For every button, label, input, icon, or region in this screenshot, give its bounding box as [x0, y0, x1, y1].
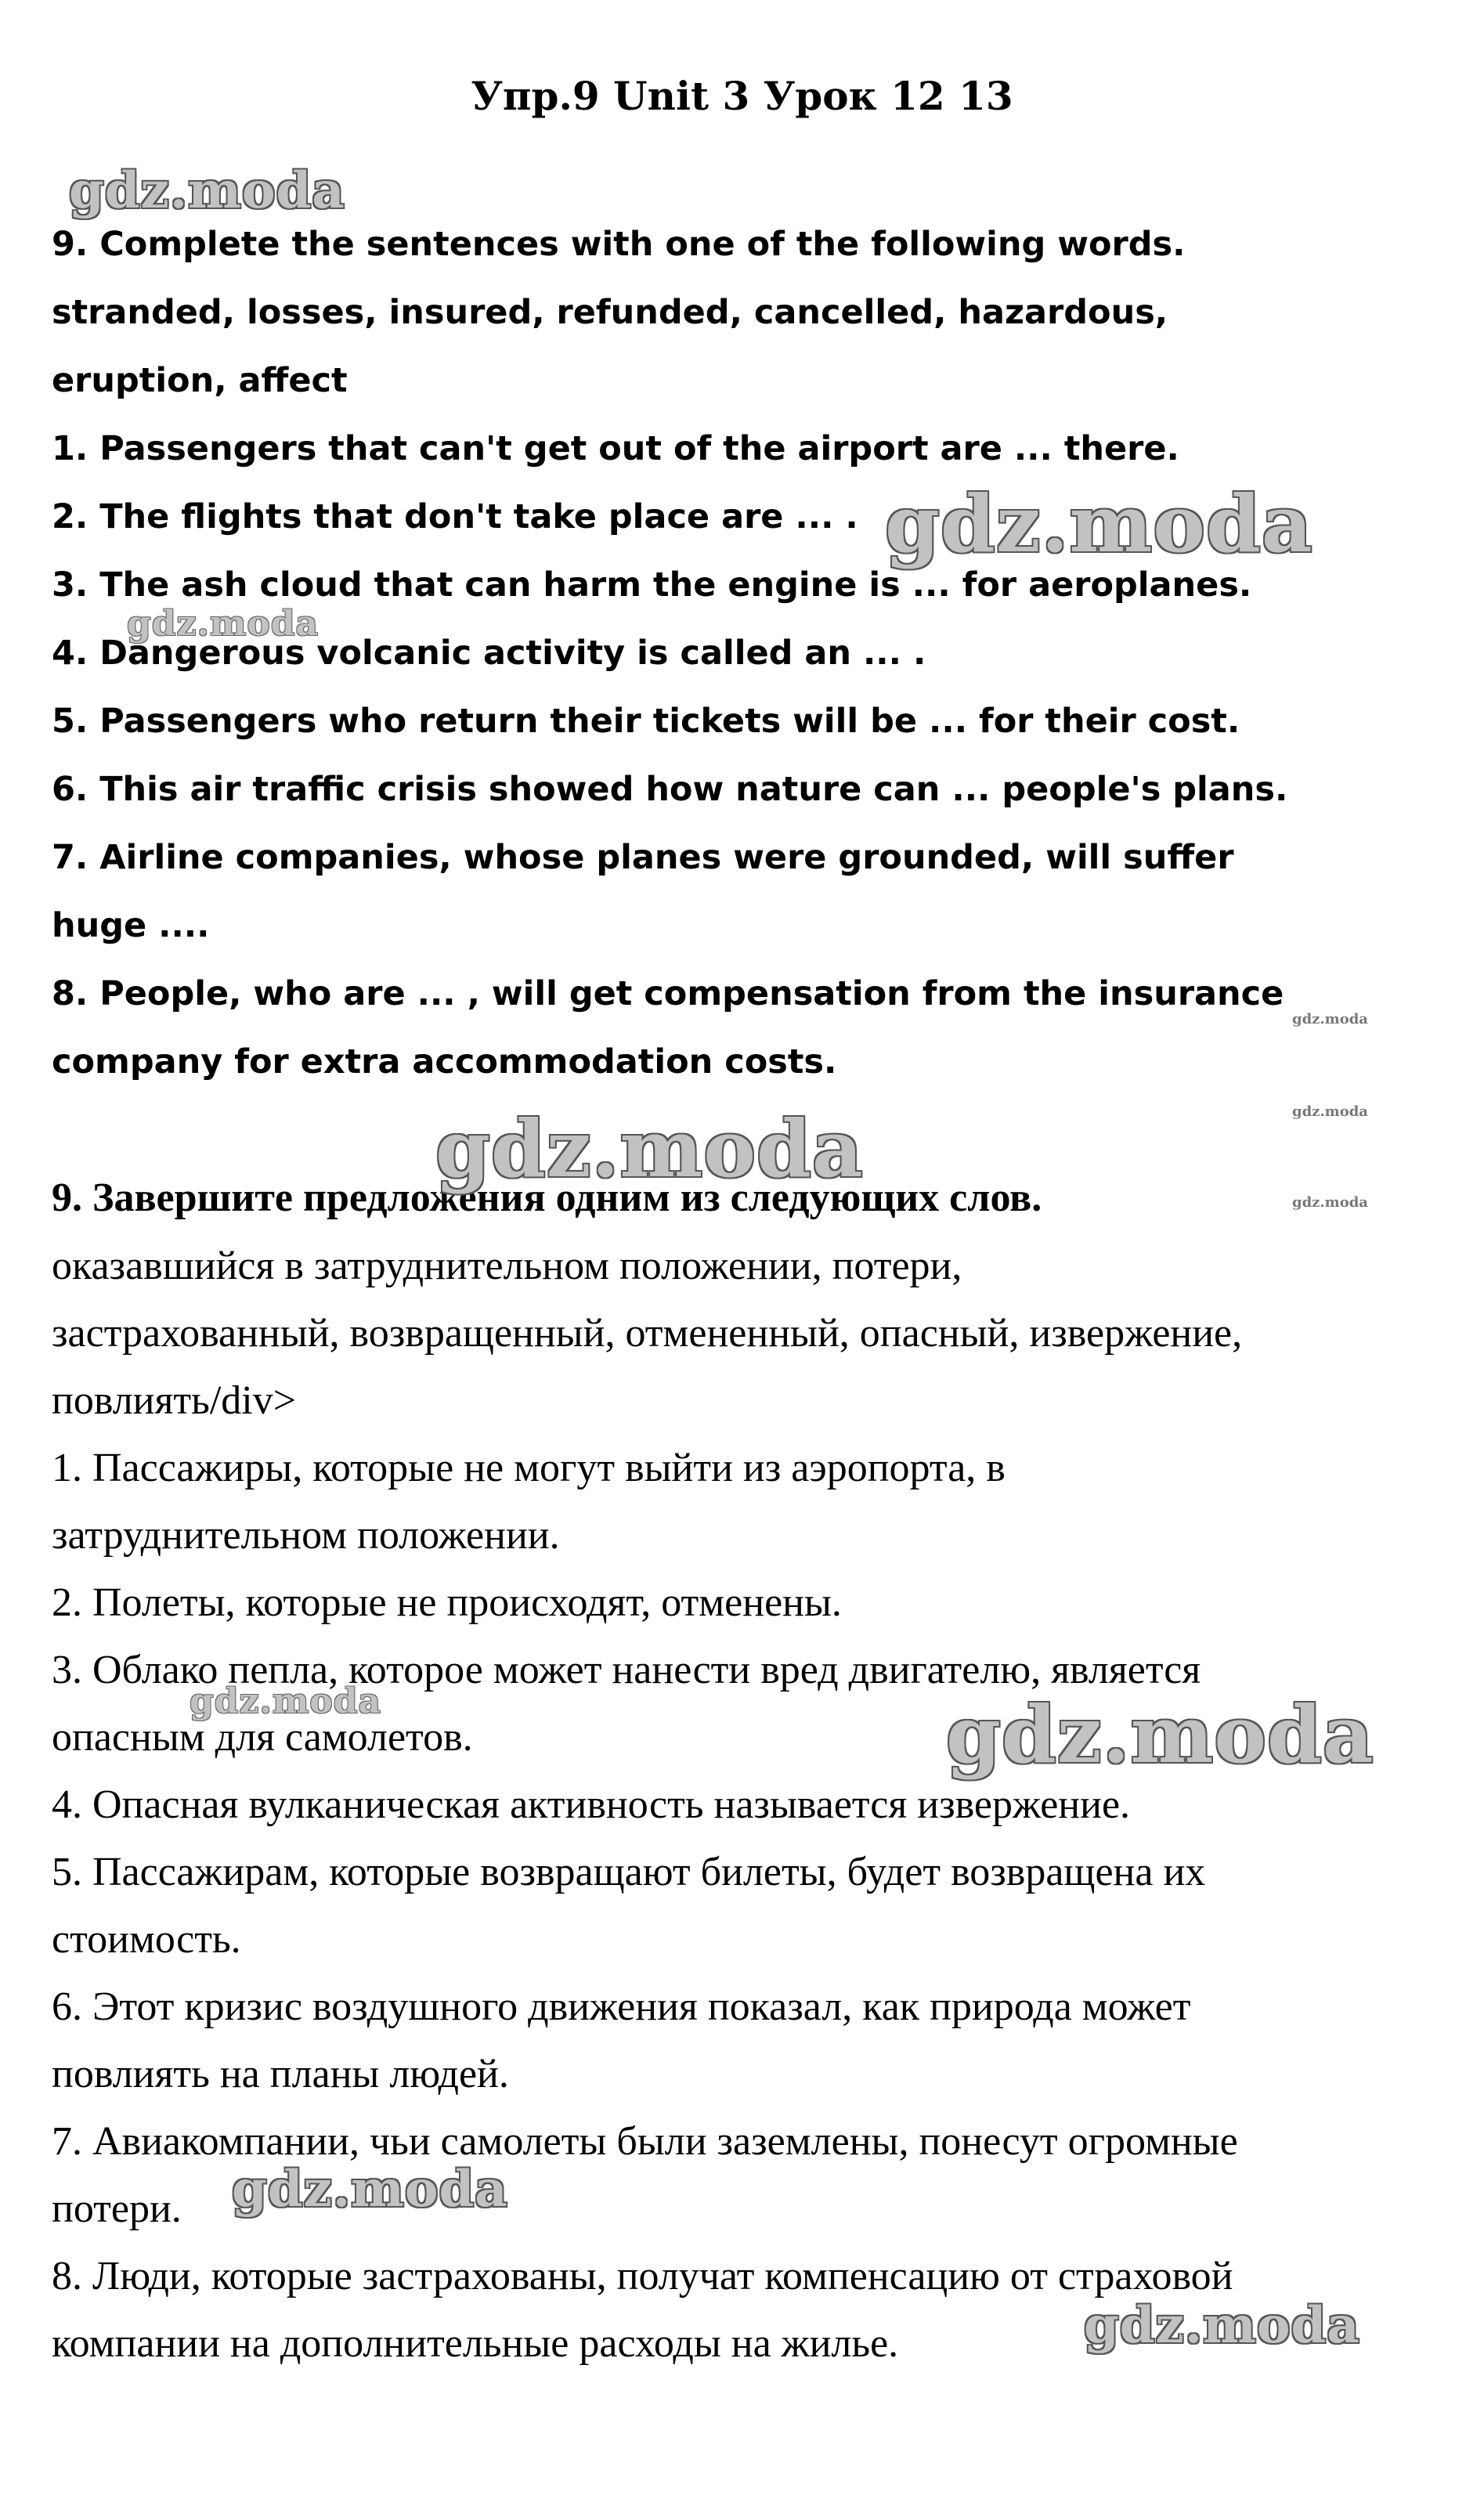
watermark: gdz.moda [232, 2160, 508, 2219]
english-word-list: stranded, losses, insured, refunded, cancelled, hazardous, [52, 293, 1168, 332]
russian-sentence-8-cont: компании на дополнительные расходы на жилье. [52, 2321, 899, 2366]
watermark: gdz.moda [1084, 2296, 1360, 2355]
watermark: gdz.moda [435, 1103, 864, 1195]
english-sentence-5: 5. Passengers who return their tickets will be ... for their cost. [52, 702, 1240, 741]
russian-sentence-5-cont: стоимость. [52, 1917, 241, 1962]
english-sentence-3: 3. The ash cloud that can harm the engine is ... for aeroplanes. [52, 565, 1252, 605]
russian-sentence-7-cont: потери. [52, 2186, 182, 2231]
russian-sentence-3: 3. Облако пепла, которое может нанести вред двигателю, является [52, 1648, 1201, 1692]
russian-word-list: оказавшийся в затруднительном положении, потери, [52, 1244, 962, 1288]
english-word-list-cont: eruption, affect [52, 361, 348, 400]
watermark: gdz.moda [190, 1681, 382, 1721]
english-sentence-7: 7. Airline companies, whose planes were grounded, will suffer [52, 838, 1234, 877]
watermark: gdz.moda [1292, 1011, 1368, 1027]
russian-sentence-1-cont: затруднительном положении. [52, 1513, 560, 1558]
watermark: gdz.moda [946, 1688, 1374, 1781]
english-sentence-8-cont: company for extra accommodation costs. [52, 1042, 837, 1081]
english-sentence-6: 6. This air traffic crisis showed how nature can ... people's plans. [52, 770, 1288, 809]
russian-word-list-cont: застрахованный, возвращенный, отмененный, опасный, извержение, [52, 1311, 1243, 1356]
english-sentence-2: 2. The flights that don't take place are ... . [52, 497, 858, 536]
russian-word-list-end: повлиять/div> [52, 1378, 297, 1423]
watermark: gdz.moda [1292, 1103, 1368, 1120]
english-sentence-1: 1. Passengers that can't get out of the airport are ... there. [52, 429, 1179, 468]
russian-heading: 9. Завершите предложения одним из следующих слов. [52, 1175, 1042, 1220]
russian-sentence-4: 4. Опасная вулканическая активность называется извержение. [52, 1782, 1131, 1827]
watermark: gdz.moda [127, 604, 320, 644]
english-sentence-7-cont: huge .... [52, 906, 210, 945]
english-sentence-4: 4. Dangerous volcanic activity is called an ... . [52, 634, 926, 673]
russian-sentence-6-cont: повлиять на планы людей. [52, 2052, 509, 2096]
russian-sentence-3-cont: опасным для самолетов. [52, 1715, 473, 1760]
russian-sentence-8: 8. Люди, которые застрахованы, получат компенсацию от страховой [52, 2254, 1233, 2298]
russian-sentence-1: 1. Пассажиры, которые не могут выйти из аэропорта, в [52, 1446, 1006, 1490]
english-heading: 9. Complete the sentences with one of the following words. [52, 225, 1186, 264]
russian-sentence-7: 7. Авиакомпании, чьи самолеты были заземлены, понесут огромные [52, 2119, 1238, 2164]
russian-sentence-2: 2. Полеты, которые не происходят, отменены. [52, 1580, 842, 1625]
watermark: gdz.moda [885, 478, 1313, 570]
page-title: Упр.9 Unit 3 Урок 12 13 [471, 73, 1013, 119]
watermark: gdz.moda [1292, 1194, 1368, 1211]
english-sentence-8: 8. People, who are ... , will get compensation from the insurance [52, 974, 1284, 1013]
watermark: gdz.moda [69, 161, 345, 220]
russian-sentence-5: 5. Пассажирам, которые возвращают билеты, будет возвращена их [52, 1850, 1206, 1894]
russian-sentence-6: 6. Этот кризис воздушного движения показал, как природа может [52, 1984, 1191, 2029]
